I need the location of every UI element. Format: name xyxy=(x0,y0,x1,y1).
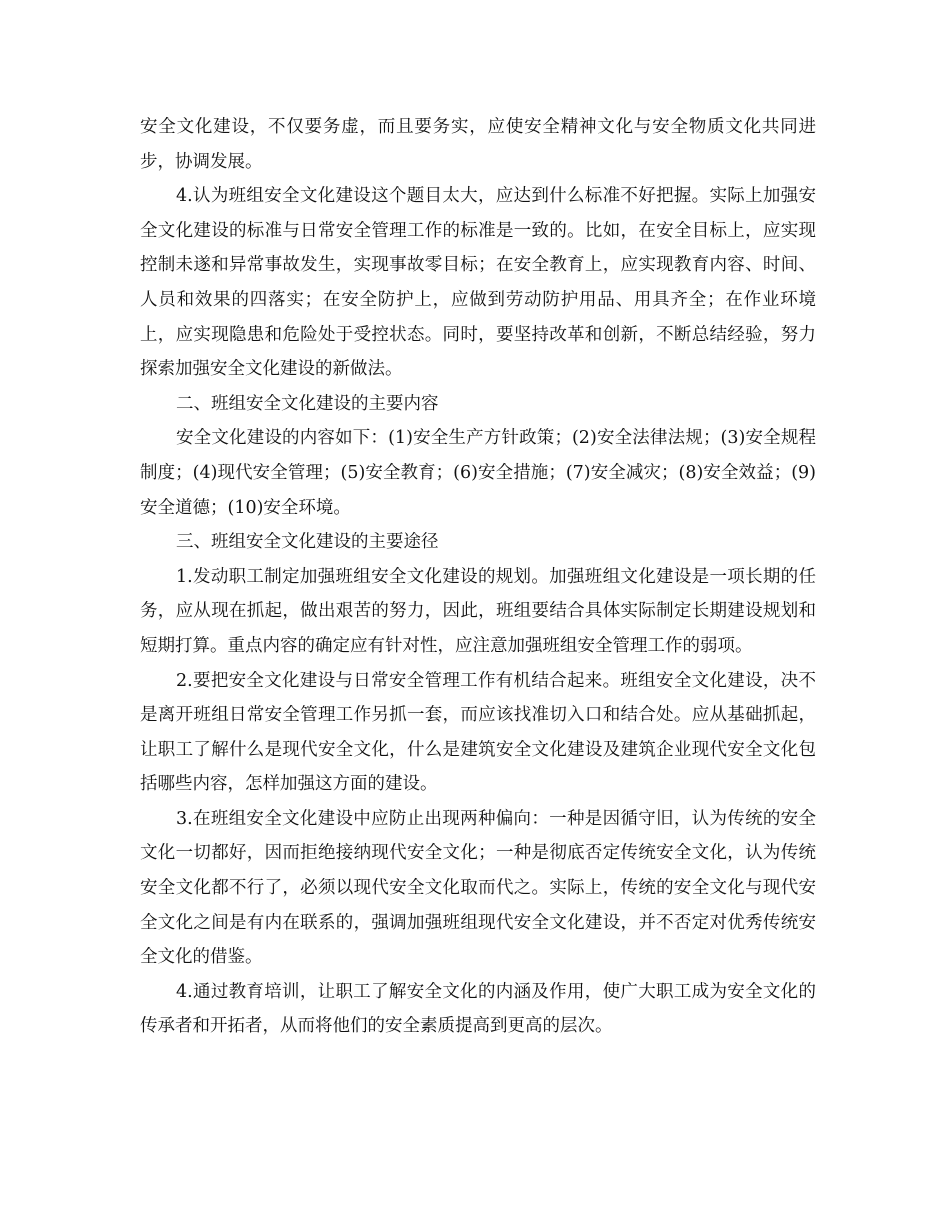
section-heading-main-approaches: 三、班组安全文化建设的主要途径 xyxy=(176,532,439,553)
section-heading-main-content: 二、班组安全文化建设的主要内容 xyxy=(176,393,439,414)
document-body xyxy=(140,110,816,1044)
paragraph-item-3-deviations: 3.在班组安全文化建设中应防止出现两种偏向：一种是因循守旧，认为传统的安全文化一切都好，因而拒绝接纳现代安全文化；一种是彻底否定传统安全文化，认为传统安全文化都不行了，必须以现代安全文化取而代之。实际上，传统的安全文化与现代安全文化之间是有内在联系的，强调加强班组现代安全文化建设，并不否定对优秀传统安全文化的借鉴。 xyxy=(140,808,816,968)
paragraph-item-1-planning: 1.发动职工制定加强班组安全文化建设的规划。加强班组文化建设是一项长期的任务，应从现在抓起，做出艰苦的努力，因此，班组要结合具体实际制定长期建设规划和短期打算。重点内容的确定应有针对性，应注意加强班组安全管理工作的弱项。 xyxy=(140,566,816,656)
paragraph-item-4-training: 4.通过教育培训，让职工了解安全文化的内涵及作用，使广大职工成为安全文化的传承者和开拓者，从而将他们的安全素质提高到更高的层次。 xyxy=(140,981,816,1037)
paragraph-item-2-integration: 2.要把安全文化建设与日常安全管理工作有机结合起来。班组安全文化建设，决不是离开班组日常安全管理工作另抓一套，而应该找准切入口和结合处。应从基础抓起，让职工了解什么是现代安全文化，什么是建筑安全文化建设及建筑企业现代安全文化包括哪些内容，怎样加强这方面的建设。 xyxy=(140,670,816,795)
paragraph-content-list: 安全文化建设的内容如下：(1)安全生产方针政策；(2)安全法律法规；(3)安全规程制度；(4)现代安全管理；(5)安全教育；(6)安全措施；(7)安全减灾；(8)安全效益；(9)安全道德；(10)安全环境。 xyxy=(140,428,816,518)
paragraph-continuation: 安全文化建设，不仅要务虚，而且要务实，应使安全精神文化与安全物质文化共同进步，协调发展。 xyxy=(140,117,816,172)
paragraph-item-4-standards: 4.认为班组安全文化建设这个题目太大，应达到什么标准不好把握。实际上加强安全文化建设的标准与日常安全管理工作的标准是一致的。比如，在安全目标上，应实现控制未遂和异常事故发生，实现事故零目标；在安全教育上，应实现教育内容、时间、人员和效果的四落实；在安全防护上，应做到劳动防护用品、用具齐全；在作业环境上，应实现隐患和危险处于受控状态。同时，要坚持改革和创新，不断总结经验，努力探索加强安全文化建设的新做法。 xyxy=(140,186,816,380)
